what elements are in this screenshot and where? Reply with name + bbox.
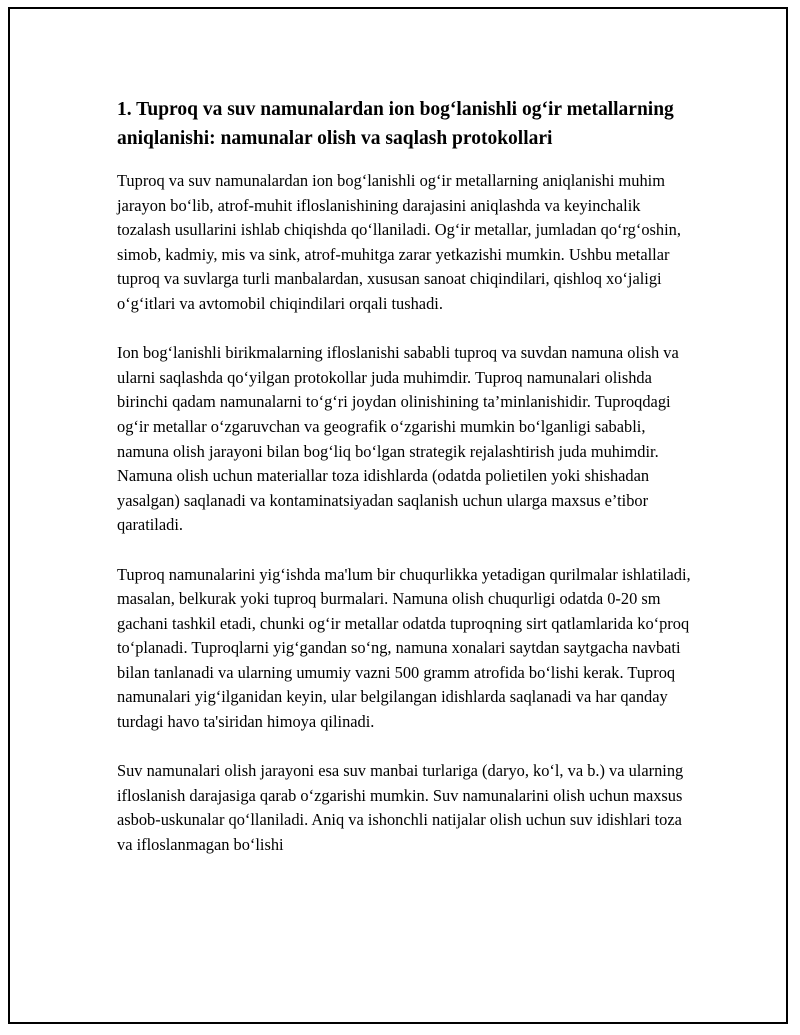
document-body (117, 96, 697, 882)
paragraph: Tuproq namunalarini yig‘ishda ma'lum bir chuqurlikka yetadigan qurilmalar ishlatiladi, masalan, belkurak yoki tuproq burmalari. Namuna olish chuqurligi odatda 0-20 sm gachani tashkil etadi, chunki og‘ir metallar odatda tuproqning sirt qatlamlarida ko‘proq to‘planadi. Tuproqlarni yig‘gandan so‘ng, namuna xonalari saytdan saytgacha navbati bilan tanlanadi va ularning umumiy vazni 500 gramm atrofida bo‘lishi kerak. Tuproq namunalari yig‘ilganidan keyin, ular belgilangan idishlarda saqlanadi va har qanday turdagi havo ta'siridan himoya qilinadi. (117, 564, 691, 732)
paragraph: Tuproq va suv namunalardan ion bog‘lanishli og‘ir metallarning aniqlanishi muhim jarayon bo‘lib, atrof-muhit ifloslanishining darajasini aniqlashda va keyinchalik tozalash usullarini ishlab chiqishda qo‘llaniladi. Og‘ir metallar, jumladan qo‘rg‘oshin, simob, kadmiy, mis va sink, atrof-muhitga zarar yetkazishi mumkin. Ushbu metallar tuproq va suvlarga turli manbalardan, xususan sanoat chiqindilari, qishloq xo‘jaligi o‘g‘itlari va avtomobil chiqindilari orqali tushadi. (117, 171, 681, 313)
paragraph: Ion bog‘lanishli birikmalarning ifloslanishi sababli tuproq va suvdan namuna olish va ularni saqlashda qo‘yilgan protokollar juda muhimdir. Tuproq namunalari olishda birinchi qadam namunalarni to‘g‘ri joydan olinishining ta’minlanishidir. Tuproqdagi og‘ir metallar o‘zgaruvchan va geografik o‘zgarishi mumkin bo‘lganligi sababli, namuna olish jarayoni bilan bog‘liq bo‘lgan strategik rejalashtirish juda muhimdir. Namuna olish uchun materiallar toza idishlarda (odatda polietilen yoki shishadan yasalgan) saqlanadi va kontaminatsiyadan saqlanish uchun ularga maxsus e’tibor qaratiladi. (117, 343, 679, 535)
paragraph: Suv namunalari olish jarayoni esa suv manbai turlariga (daryo, ko‘l, va b.) va ularning ifloslanish darajasiga qarab o‘zgarishi mumkin. Suv namunalarini olish uchun maxsus asbob-uskunalar qo‘llaniladi. Aniq va ishonchli natijalar olish uchun suv idishlari toza va ifloslanmagan bo‘lishi (117, 761, 684, 855)
section-heading: 1. Tuproq va suv namunalardan ion bog‘lanishli og‘ir metallarning aniqlanishi: namunalar olish va saqlash protokollari (117, 99, 674, 149)
